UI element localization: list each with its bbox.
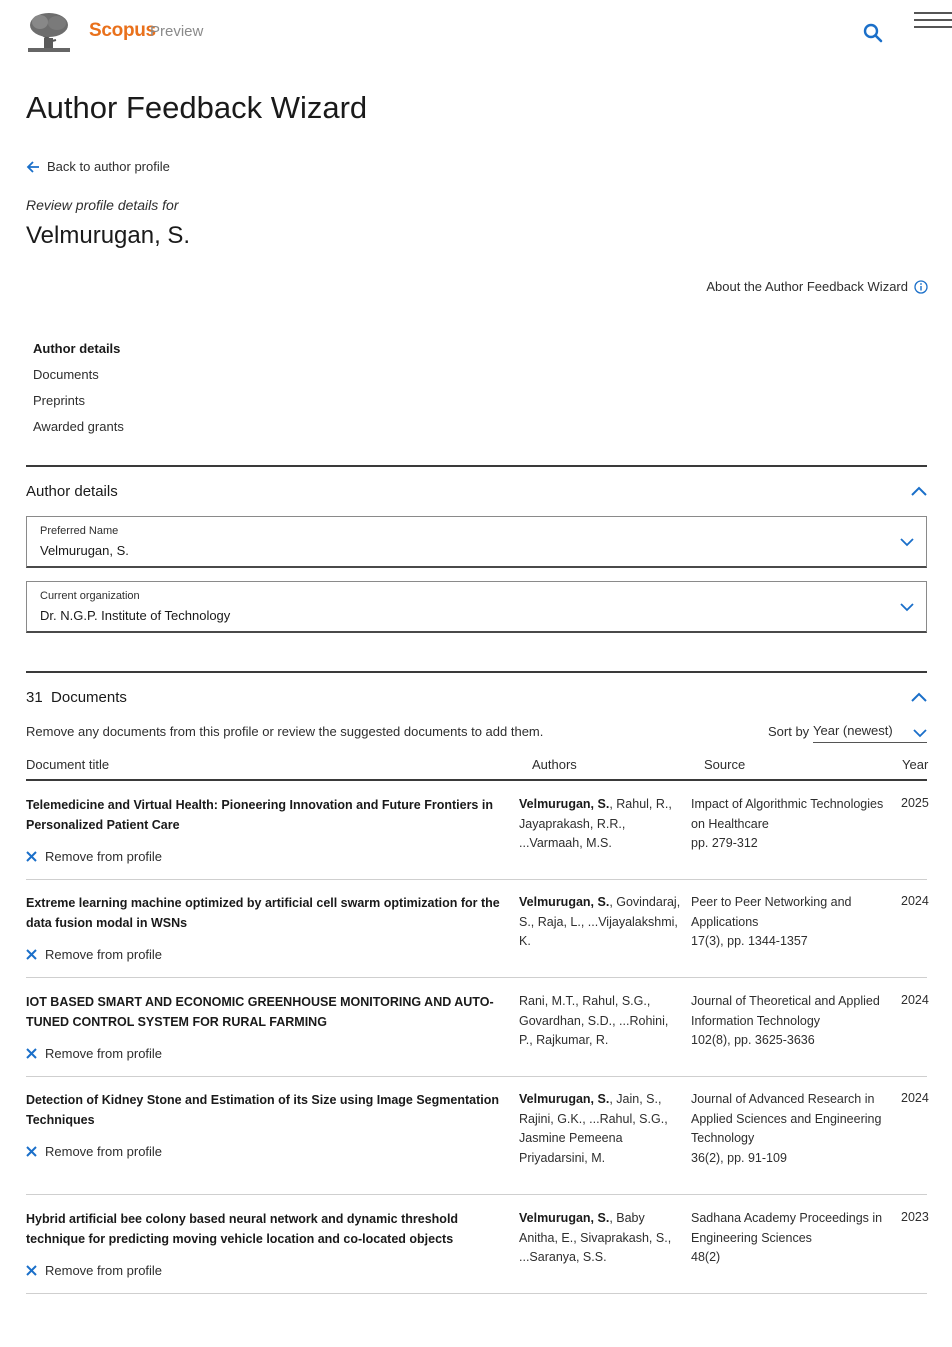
- remove-from-profile-button[interactable]: [26, 1263, 162, 1278]
- document-authors: [519, 1090, 684, 1168]
- other-authors: , Jain, S., Rajini, G.K., ...Rahul, S.G., Jasmine Pemeena Priyadarsini, M.: [519, 1092, 668, 1165]
- document-source: [691, 992, 886, 1051]
- other-authors: Rani, M.T., Rahul, S.G., Govardhan, S.D., ...Rohini, P., Rajkumar, R.: [519, 994, 669, 1047]
- document-source: [691, 795, 886, 854]
- lead-author[interactable]: Velmurugan, S.: [519, 797, 610, 811]
- row-divider: [26, 1076, 927, 1077]
- lead-author[interactable]: Velmurugan, S.: [519, 1092, 610, 1106]
- brand-suffix: Preview: [150, 23, 204, 40]
- section-divider: [26, 465, 927, 467]
- review-label: Review profile details for: [26, 197, 179, 213]
- document-year: 2024: [901, 894, 929, 908]
- sort-select[interactable]: [813, 723, 927, 743]
- back-link-label: Back to author profile: [47, 159, 170, 174]
- column-header-source[interactable]: Source: [704, 757, 746, 772]
- preferred-name-label: Preferred Name: [40, 525, 119, 537]
- source-name[interactable]: Journal of Theoretical and Applied Information Technology: [691, 994, 880, 1028]
- document-source: [691, 893, 886, 952]
- collapse-author-details-icon[interactable]: [910, 485, 928, 497]
- organization-value: Dr. N.G.P. Institute of Technology: [40, 608, 231, 623]
- documents-intro: Remove any documents from this profile or review the suggested documents to add them.: [26, 724, 544, 739]
- row-divider: [26, 1194, 927, 1195]
- chevron-down-icon: [913, 728, 927, 738]
- nav-item-awarded-grants[interactable]: Awarded grants: [33, 419, 124, 434]
- remove-from-profile-button[interactable]: [26, 947, 162, 962]
- page-title: Author Feedback Wizard: [26, 90, 368, 125]
- column-header-title[interactable]: Document title: [26, 757, 110, 772]
- nav-item-documents[interactable]: Documents: [33, 367, 99, 382]
- section-nav: [33, 340, 124, 444]
- top-bar: [0, 0, 952, 64]
- documents-count: 31: [26, 689, 43, 706]
- source-pages: 102(8), pp. 3625-3636: [691, 1033, 815, 1047]
- close-icon: [26, 949, 37, 960]
- column-header-authors[interactable]: Authors: [532, 757, 577, 772]
- lead-author[interactable]: Velmurugan, S.: [519, 895, 610, 909]
- source-name[interactable]: Impact of Algorithmic Technologies on Healthcare: [691, 797, 884, 831]
- document-title[interactable]: IOT BASED SMART AND ECONOMIC GREENHOUSE MONITORING AND AUTO-TUNED CONTROL SYSTEM FOR RURAL FARMING: [26, 995, 494, 1029]
- document-authors: [519, 992, 684, 1051]
- document-title[interactable]: Telemedicine and Virtual Health: Pioneering Innovation and Future Frontiers in Personalized Patient Care: [26, 798, 493, 832]
- hamburger-menu-icon[interactable]: [914, 12, 952, 30]
- close-icon: [26, 1265, 37, 1276]
- author-name: Velmurugan, S.: [26, 222, 191, 249]
- source-pages: pp. 279-312: [691, 836, 758, 850]
- document-source: [691, 1090, 886, 1168]
- other-authors: , Govindaraj, S., Raja, L., ...Vijayalakshmi, K.: [519, 895, 681, 948]
- row-divider: [26, 977, 927, 978]
- author-details-heading: Author details: [26, 483, 118, 500]
- about-link-label: About the Author Feedback Wizard: [706, 279, 908, 294]
- lead-author[interactable]: Velmurugan, S.: [519, 1211, 610, 1225]
- close-icon: [26, 1146, 37, 1157]
- search-icon[interactable]: [862, 22, 884, 44]
- remove-label: Remove from profile: [45, 947, 163, 962]
- elsevier-tree-logo-icon[interactable]: [26, 12, 72, 52]
- sort-value: Year (newest): [813, 723, 893, 738]
- document-authors: [519, 1209, 684, 1268]
- row-divider: [26, 1293, 927, 1294]
- other-authors: , Baby Anitha, E., Sivaprakash, S., ...Saranya, S.S.: [519, 1211, 672, 1264]
- source-pages: 48(2): [691, 1250, 721, 1264]
- document-year: 2024: [901, 993, 929, 1007]
- collapse-documents-icon[interactable]: [910, 691, 928, 703]
- section-divider: [26, 671, 927, 673]
- organization-label: Current organization: [40, 590, 140, 602]
- preferred-name-value: Velmurugan, S.: [40, 543, 129, 558]
- remove-label: Remove from profile: [45, 1046, 163, 1061]
- document-year: 2023: [901, 1210, 929, 1224]
- chevron-down-icon: [900, 602, 914, 612]
- current-organization-select[interactable]: [26, 581, 927, 633]
- remove-label: Remove from profile: [45, 849, 163, 864]
- close-icon: [26, 1048, 37, 1059]
- remove-label: Remove from profile: [45, 1263, 163, 1278]
- document-authors: [519, 795, 684, 854]
- remove-from-profile-button[interactable]: [26, 849, 162, 864]
- document-year: 2024: [901, 1091, 929, 1105]
- document-title[interactable]: Detection of Kidney Stone and Estimation of its Size using Image Segmentation Techniques: [26, 1093, 499, 1127]
- row-divider: [26, 879, 927, 880]
- documents-label: Documents: [51, 689, 127, 706]
- table-header-divider: [26, 779, 927, 781]
- documents-heading: [26, 689, 127, 706]
- chevron-down-icon: [900, 537, 914, 547]
- remove-from-profile-button[interactable]: [26, 1144, 162, 1159]
- document-year: 2025: [901, 796, 929, 810]
- source-name[interactable]: Peer to Peer Networking and Applications: [691, 895, 852, 929]
- brand-name[interactable]: Scopus: [89, 20, 156, 41]
- document-title[interactable]: Hybrid artificial bee colony based neural network and dynamic threshold technique for predicting moving vehicle location and co-located objects: [26, 1212, 459, 1246]
- document-authors: [519, 893, 684, 952]
- source-name[interactable]: Journal of Advanced Research in Applied Sciences and Engineering Technology: [691, 1092, 882, 1145]
- sort-label: Sort by: [768, 724, 810, 739]
- nav-item-author-details[interactable]: Author details: [33, 341, 121, 356]
- nav-item-preprints[interactable]: Preprints: [33, 393, 86, 408]
- about-wizard-link[interactable]: [706, 279, 928, 294]
- preferred-name-select[interactable]: [26, 516, 927, 568]
- other-authors: , Rahul, R., Jayaprakash, R.R., ...Varmaah, M.S.: [519, 797, 672, 850]
- source-pages: 17(3), pp. 1344-1357: [691, 934, 808, 948]
- document-title[interactable]: Extreme learning machine optimized by artificial cell swarm optimization for the data fusion modal in WSNs: [26, 896, 500, 930]
- back-to-profile-link[interactable]: [26, 159, 170, 174]
- source-name[interactable]: Sadhana Academy Proceedings in Engineering Sciences: [691, 1211, 883, 1245]
- info-icon: [914, 280, 928, 294]
- column-header-year[interactable]: Year: [902, 757, 929, 772]
- remove-label: Remove from profile: [45, 1144, 163, 1159]
- remove-from-profile-button[interactable]: [26, 1046, 162, 1061]
- source-pages: 36(2), pp. 91-109: [691, 1150, 787, 1165]
- arrow-left-icon: [26, 160, 40, 174]
- document-source: [691, 1209, 886, 1268]
- close-icon: [26, 851, 37, 862]
